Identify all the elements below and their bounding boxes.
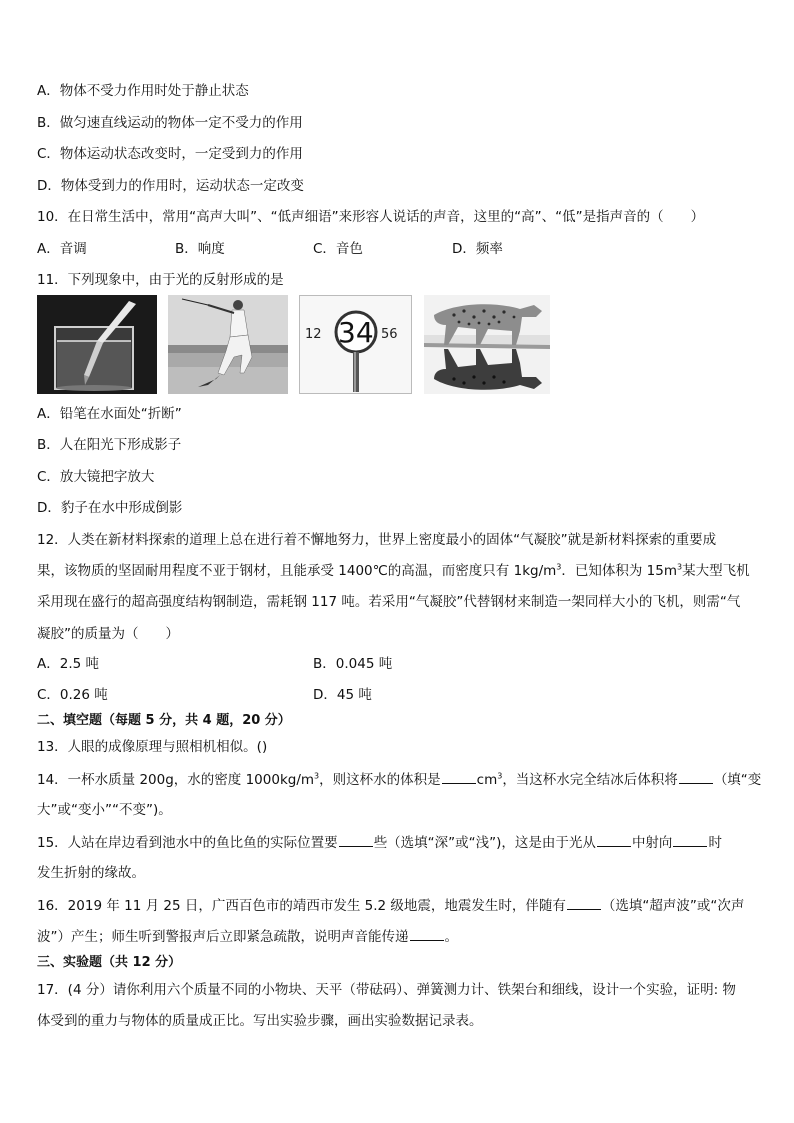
q17-line-1: 17．(4 分）请你利用六个质量不同的小物块、天平（带砝码）、弹簧测力计、铁架台和细线，设计一个实验，证明: 物 — [37, 982, 736, 998]
q14-unit: cm — [476, 772, 498, 788]
q9-option-c: C．物体运动状态改变时，一定受到力的作用 — [37, 146, 303, 162]
q16-line-2 — [37, 927, 458, 946]
q10-option-c: C．音色 — [313, 241, 363, 257]
q12-line-4: 凝胶”的质量为（ ） — [37, 626, 179, 642]
q11-option-a: A．铅笔在水面处“折断” — [37, 406, 182, 422]
q16-blank-1[interactable] — [567, 896, 601, 910]
q10-option-b: B．响度 — [175, 241, 225, 257]
q14-part-d: ，当这杯水完全结冰后体积将 — [502, 772, 678, 788]
q15-part-c: 中射向 — [631, 835, 673, 851]
q16-part-a: 16．2019 年 11 月 25 日，广西百色市的靖西市发生 5.2 级地震，地震发生时，伴随有 — [37, 898, 566, 914]
q14-part-e: （填“变 — [713, 772, 762, 788]
q12-option-a: A．2.5 吨 — [37, 656, 99, 672]
q12-line-2-part-b: ．已知体积为 15m — [561, 563, 677, 579]
magnifier-image — [299, 295, 412, 394]
q11-stem: 11．下列现象中，由于光的反射形成的是 — [37, 272, 284, 288]
q16-blank-2[interactable] — [410, 927, 444, 941]
q9-option-a: A．物体不受力作用时处于静止状态 — [37, 83, 249, 99]
q14-blank-2[interactable] — [679, 770, 713, 784]
q12-density-exponent: 3 — [556, 562, 562, 572]
q15-blank-1[interactable] — [339, 833, 373, 847]
q14-line-2: 大”或“变小”“不变”)。 — [37, 802, 172, 818]
q15-blank-2[interactable] — [597, 833, 631, 847]
magnifier-digits-right: 56 — [381, 327, 398, 342]
q11-option-b: B．人在阳光下形成影子 — [37, 437, 182, 453]
magnifier-digits-center: 34 — [338, 316, 374, 349]
q12-option-d: D．45 吨 — [313, 687, 372, 703]
q12-line-2-part-a: 果，该物质的坚固耐用程度不亚于钢材，且能承受 1400℃的高温，而密度只有 1kg/m — [37, 563, 557, 579]
golfer-shadow-image — [168, 295, 288, 394]
q12-option-c: C．0.26 吨 — [37, 687, 108, 703]
q14-part-b: ，则这杯水的体积是 — [319, 772, 441, 788]
leopard-reflection-image — [424, 295, 550, 394]
q14-line-1 — [37, 770, 761, 789]
q12-line-1: 12．人类在新材料探索的道理上总在进行着不懈地努力，世界上密度最小的固体“气凝胶”就是新材料探索的重要成 — [37, 532, 717, 548]
q12-line-2-part-c: 某大型飞机 — [682, 563, 750, 579]
q11-option-d: D．豹子在水中形成倒影 — [37, 500, 183, 516]
q13-stem: 13．人眼的成像原理与照相机相似。() — [37, 739, 268, 755]
q11-option-c: C．放大镜把字放大 — [37, 469, 155, 485]
q14-part-a: 14．一杯水质量 200g，水的密度 1000kg/m — [37, 772, 315, 788]
q15-part-b: 些（选填“深”或“浅”)，这是由于光从 — [373, 835, 596, 851]
q14-unit-exponent: 3 — [497, 771, 503, 781]
q12-line-2 — [37, 562, 750, 580]
q16-line-1 — [37, 896, 744, 915]
q15-part-a: 15．人站在岸边看到池水中的鱼比鱼的实际位置要 — [37, 835, 338, 851]
q12-option-b: B．0.045 吨 — [313, 656, 393, 672]
q15-blank-3[interactable] — [673, 833, 707, 847]
q9-option-b: B．做匀速直线运动的物体一定不受力的作用 — [37, 115, 303, 131]
q14-density-exponent: 3 — [314, 771, 320, 781]
q10-stem: 10．在日常生活中，常用“高声大叫”、“低声细语”来形容人说话的声音，这里的“高”、“低”是指声音的（ ） — [37, 209, 705, 225]
q12-volume-exponent: 3 — [677, 562, 683, 572]
q10-option-d: D．频率 — [452, 241, 503, 257]
q15-line-1 — [37, 833, 722, 852]
q10-option-a: A．音调 — [37, 241, 87, 257]
q15-line-2: 发生折射的缘故。 — [37, 865, 145, 881]
q17-line-2: 体受到的重力与物体的质量成正比。写出实验步骤，画出实验数据记录表。 — [37, 1013, 483, 1029]
magnifier-digits-left: 12 — [305, 327, 322, 342]
q16-line-2-part-b: 。 — [444, 929, 458, 945]
pencil-in-water-image — [37, 295, 157, 394]
q12-line-3: 采用现在盛行的超高强度结构钢制造，需耗钢 117 吨。若采用“气凝胶”代替钢材来制造一架同样大小的飞机，则需“气 — [37, 594, 741, 610]
q15-part-d: 时 — [708, 835, 722, 851]
q16-line-2-part-a: 波”）产生；师生听到警报声后立即紧急疏散，说明声音能传递 — [37, 929, 409, 945]
q9-option-d: D．物体受到力的作用时，运动状态一定改变 — [37, 178, 304, 194]
section-2-title: 二、填空题（每题 5 分，共 4 题，20 分） — [37, 713, 291, 728]
q16-part-b: （选填“超声波”或“次声 — [601, 898, 745, 914]
section-3-title: 三、实验题（共 12 分） — [37, 955, 182, 970]
q14-blank-1[interactable] — [442, 770, 476, 784]
